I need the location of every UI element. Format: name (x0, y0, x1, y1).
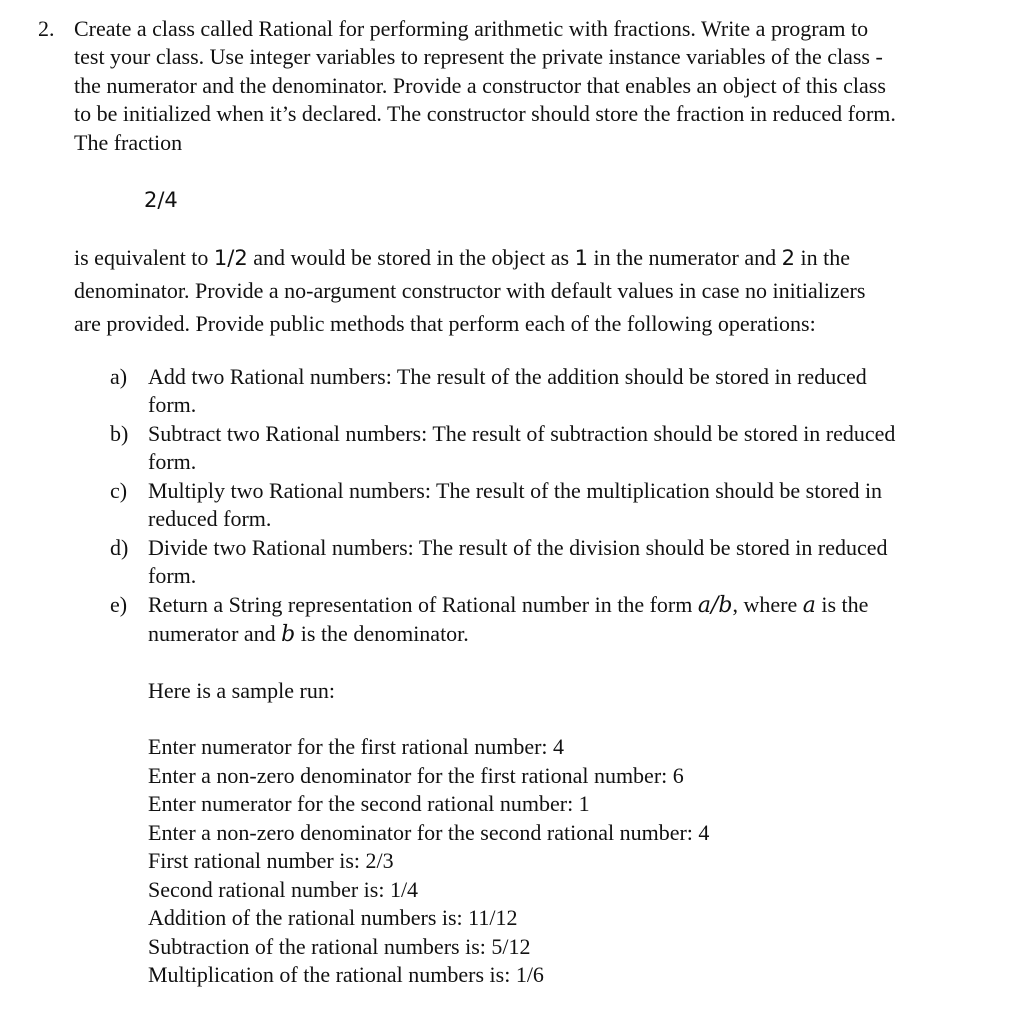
list-marker: b) (110, 421, 129, 446)
reduced-fraction: 1/2 (213, 246, 248, 270)
equivalence-line (74, 244, 850, 272)
equivalence-line: are provided. Provide public methods that perform each of the following operations: (74, 311, 816, 336)
text-span: in the (795, 245, 851, 270)
intro-line: to be initialized when it’s declared. The constructor should store the fraction in reduced form. (74, 101, 896, 126)
list-marker: a) (110, 364, 128, 389)
sample-run-line: Second rational number is: 1/4 (148, 877, 419, 902)
sample-run-line: Subtraction of the rational numbers is: 5/12 (148, 934, 531, 959)
list-item-line: form. (148, 392, 197, 417)
sample-heading: Here is a sample run: (148, 678, 335, 703)
list-item-line: Multiply two Rational numbers: The result of the multiplication should be stored in (148, 478, 883, 503)
list-marker: d) (110, 535, 129, 560)
problem-number: 2. (38, 16, 55, 41)
list-item-line (148, 591, 868, 619)
example-fraction: 2/4 (144, 188, 178, 212)
sample-run-line: Addition of the rational numbers is: 11/12 (148, 905, 518, 930)
text-span: numerator and (148, 621, 282, 646)
sample-run-line: Enter a non-zero denominator for the second rational number: 4 (148, 820, 710, 845)
intro-line: test your class. Use integer variables to represent the private instance variables of the class - (74, 44, 883, 69)
math-expression: a/b (697, 593, 733, 618)
text-span: is equivalent to (74, 245, 214, 270)
intro-line: Create a class called Rational for performing arithmetic with fractions. Write a program to (74, 16, 869, 41)
intro-line: the numerator and the denominator. Provide a constructor that enables an object of this class (74, 73, 886, 98)
list-marker: c) (110, 478, 128, 503)
list-item-line: form. (148, 449, 197, 474)
list-item-line (148, 620, 469, 648)
text-span: in the numerator and (587, 245, 782, 270)
text-span: , where (732, 592, 803, 617)
denominator-value: 2 (781, 246, 796, 270)
equivalence-line: denominator. Provide a no-argument constructor with default values in case no initializers (74, 278, 866, 303)
math-variable: a (802, 593, 816, 618)
sample-run-line: Enter numerator for the first rational number: 4 (148, 734, 565, 759)
sample-run-line: Multiplication of the rational numbers is: 1/6 (148, 962, 544, 987)
list-item-line: Add two Rational numbers: The result of the addition should be stored in reduced (148, 364, 867, 389)
list-marker: e) (110, 592, 128, 617)
sample-run-line: Enter numerator for the second rational number: 1 (148, 791, 590, 816)
list-item-line: form. (148, 563, 197, 588)
text-span: Return a String representation of Rational number in the form (148, 592, 698, 617)
list-item-line: reduced form. (148, 506, 272, 531)
intro-line: The fraction (74, 130, 183, 155)
list-item-line: Divide two Rational numbers: The result of the division should be stored in reduced (148, 535, 888, 560)
text-span: is the (815, 592, 869, 617)
text-span: and would be stored in the object as (247, 245, 575, 270)
math-variable: b (281, 622, 296, 647)
sample-run-line: Enter a non-zero denominator for the first rational number: 6 (148, 763, 684, 788)
text-span: is the denominator. (295, 621, 469, 646)
sample-run-line: First rational number is: 2/3 (148, 848, 394, 873)
list-item-line: Subtract two Rational numbers: The result of subtraction should be stored in reduced (148, 421, 896, 446)
numerator-value: 1 (574, 246, 588, 270)
